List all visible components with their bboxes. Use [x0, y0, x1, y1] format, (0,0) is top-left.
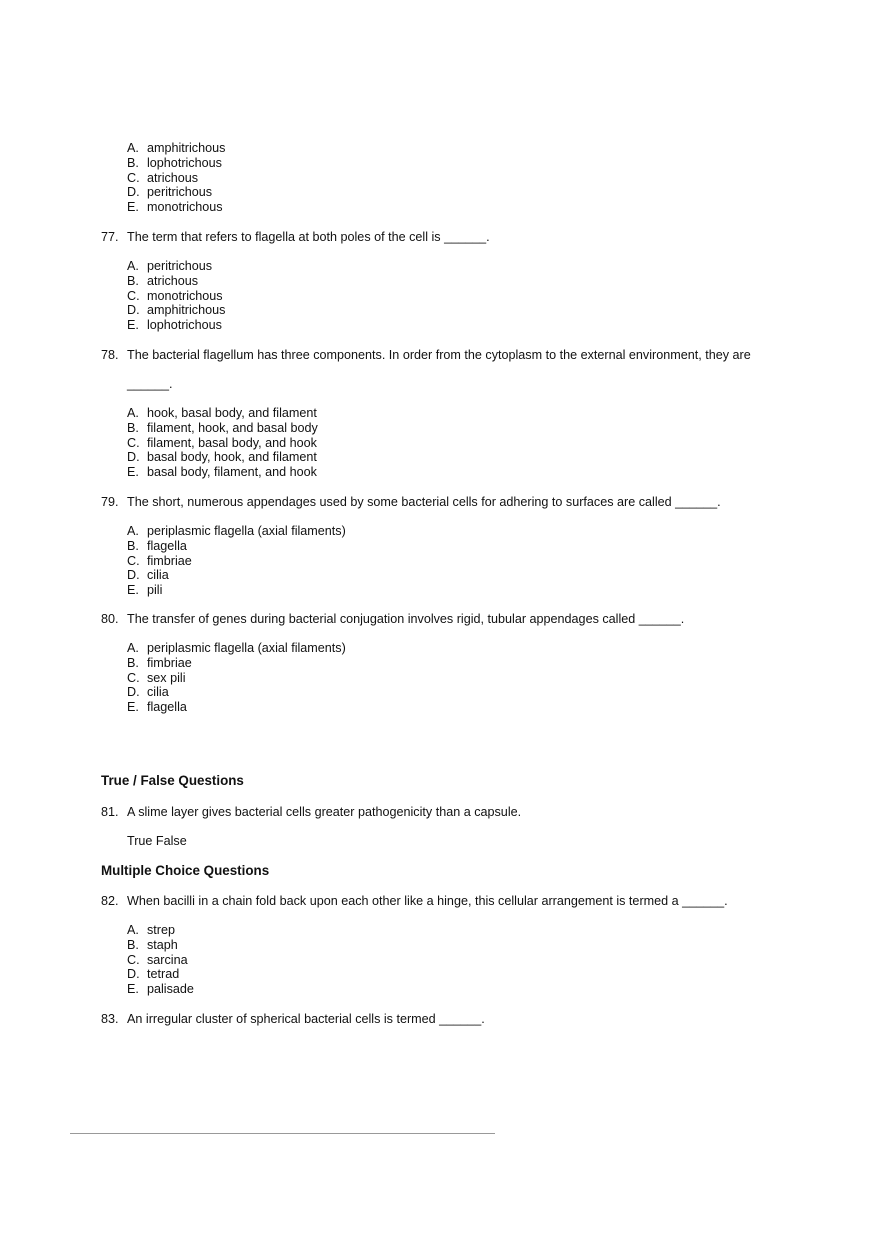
- option: E. monotrichous: [127, 200, 223, 215]
- option: D. tetrad: [127, 967, 180, 982]
- question-78-blank: ______.: [127, 377, 173, 391]
- option: A. strep: [127, 923, 175, 937]
- question-82: 82. When bacilli in a chain fold back upon each other like a hinge, this cellular arrangement is termed a ______.: [101, 894, 728, 908]
- question-77: 77. The term that refers to flagella at both poles of the cell is ______.: [101, 230, 490, 244]
- question-83: 83. An irregular cluster of spherical bacterial cells is termed ______.: [101, 1012, 485, 1026]
- section-heading-true-false: True / False Questions: [101, 773, 244, 788]
- option: C. monotrichous: [127, 288, 223, 303]
- section-heading-multiple-choice: Multiple Choice Questions: [101, 863, 270, 878]
- option: A. hook, basal body, and filament: [127, 406, 317, 420]
- option: C. fimbriae: [127, 553, 192, 568]
- question-80: 80. The transfer of genes during bacterial conjugation involves rigid, tubular appendages called ______.: [101, 612, 685, 626]
- q76-options: [127, 141, 225, 215]
- question-81: 81. A slime layer gives bacterial cells greater pathogenicity than a capsule.: [101, 805, 522, 819]
- q82-options: [127, 923, 194, 997]
- q78-options: [127, 406, 318, 480]
- option: E. basal body, filament, and hook: [127, 465, 317, 480]
- option: B. atrichous: [127, 273, 199, 288]
- option: B. lophotrichous: [127, 155, 222, 170]
- option: A. peritrichous: [127, 259, 213, 273]
- option: C. sex pili: [127, 670, 186, 685]
- option: D. cilia: [127, 568, 169, 583]
- option: B. flagella: [127, 538, 187, 553]
- option: D. cilia: [127, 685, 169, 700]
- option: A. periplasmic flagella (axial filaments): [127, 524, 346, 538]
- option: D. basal body, hook, and filament: [127, 450, 317, 465]
- option: B. staph: [127, 937, 178, 952]
- option: B. fimbriae: [127, 655, 192, 670]
- question-78: 78. The bacterial flagellum has three components. In order from the cytoplasm to the external environment, they are: [101, 348, 751, 362]
- q80-options: [127, 641, 346, 715]
- option: B. filament, hook, and basal body: [127, 420, 318, 435]
- option: D. peritrichous: [127, 185, 213, 200]
- option: C. filament, basal body, and hook: [127, 435, 317, 450]
- question-79: 79. The short, numerous appendages used by some bacterial cells for adhering to surfaces are called ______.: [101, 495, 721, 509]
- true-false-answer: True False: [127, 834, 187, 848]
- option: C. sarcina: [127, 952, 188, 967]
- q77-options: [127, 259, 225, 333]
- footer-divider: [70, 1133, 495, 1134]
- option: E. palisade: [127, 982, 194, 997]
- option: D. amphitrichous: [127, 303, 226, 318]
- option: E. lophotrichous: [127, 318, 222, 333]
- option: E. flagella: [127, 700, 187, 715]
- option: A. periplasmic flagella (axial filaments): [127, 641, 346, 655]
- option: C. atrichous: [127, 170, 199, 185]
- option: E. pili: [127, 583, 163, 598]
- option: A. amphitrichous: [127, 141, 226, 155]
- q79-options: [127, 524, 346, 598]
